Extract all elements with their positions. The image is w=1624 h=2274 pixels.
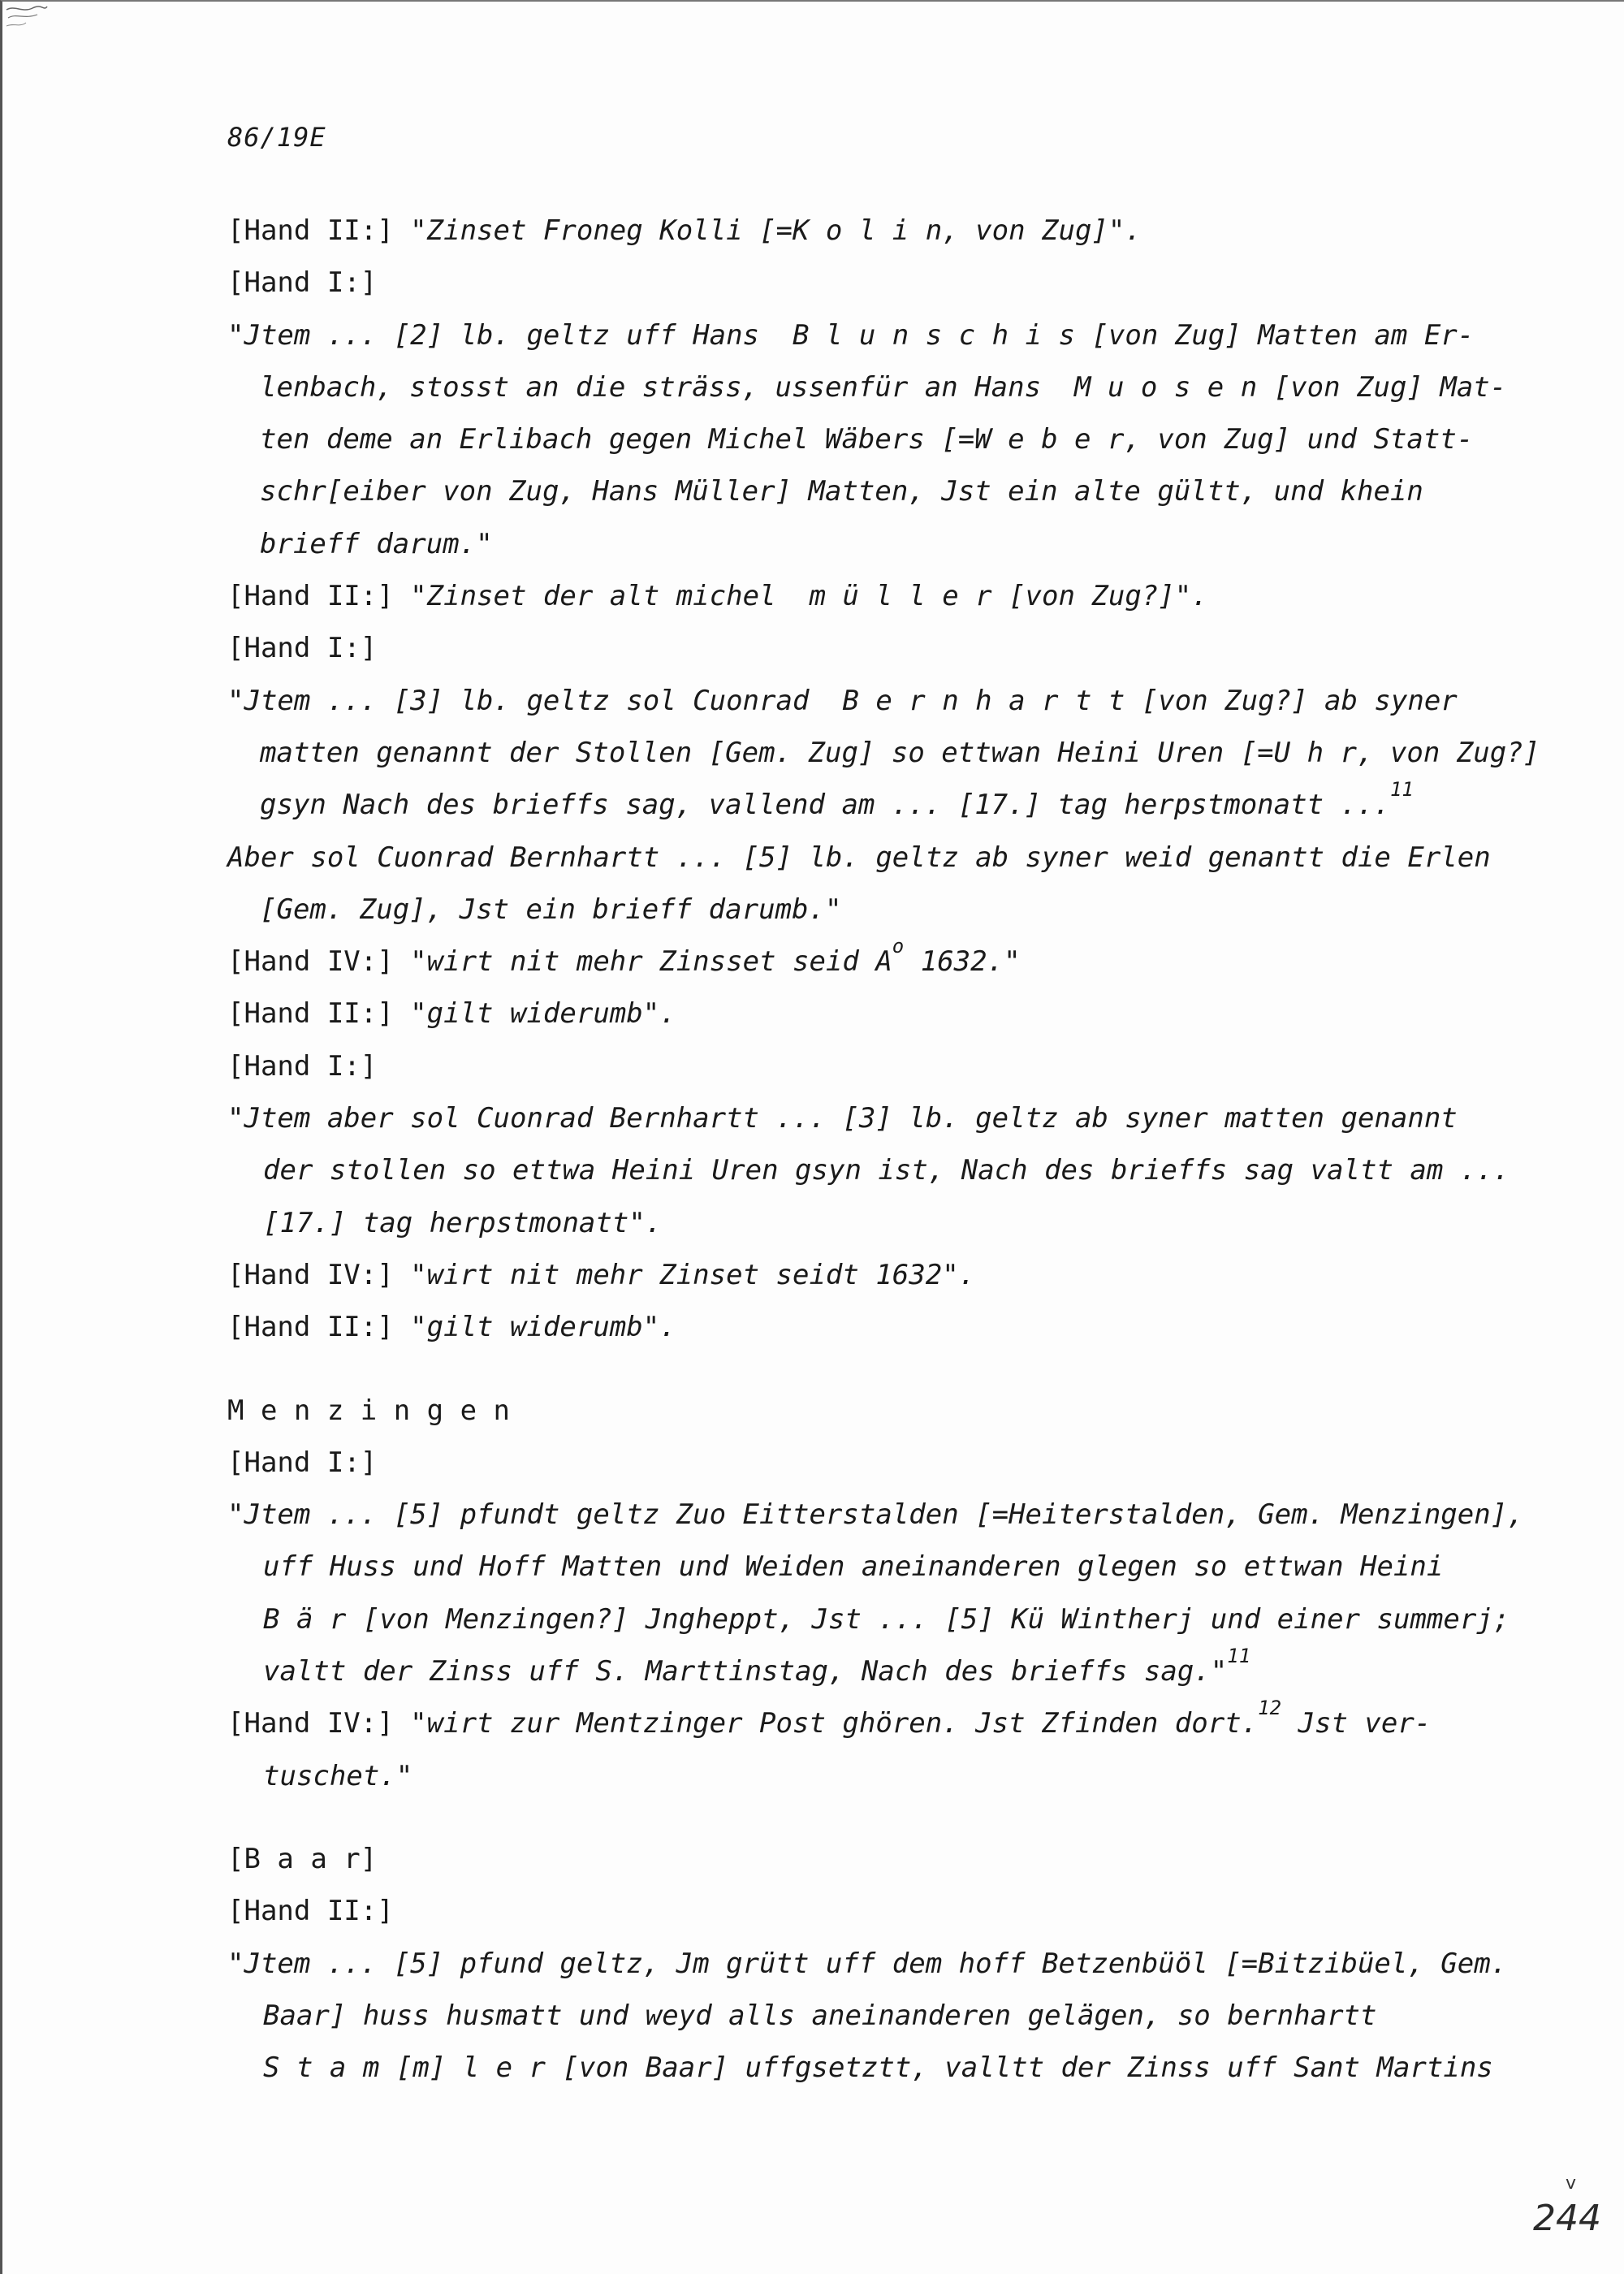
corner-scribble-mark bbox=[5, 3, 49, 32]
section-heading-baar: [B a a r] bbox=[227, 1842, 378, 1875]
transcription-line bbox=[227, 1489, 1543, 1541]
transcription-line bbox=[227, 1437, 1543, 1489]
transcription-line bbox=[227, 2042, 1543, 2094]
menzingen-entries-block bbox=[227, 1437, 1543, 1802]
hand-label: [Hand I:] bbox=[227, 632, 378, 665]
entries-block bbox=[227, 205, 1543, 1354]
transcription-line bbox=[227, 727, 1543, 779]
quoted-text: "wirt nit mehr Zinsset seid A bbox=[410, 945, 892, 979]
transcription-line bbox=[227, 1197, 1543, 1249]
quoted-text-continued: 1632." bbox=[904, 945, 1021, 979]
quoted-text: "Jtem ... [2] lb. geltz uff Hans B l u n s c h i s [von Zug] Matten am Er- bbox=[227, 318, 1475, 352]
transcription-line bbox=[227, 1938, 1543, 1990]
quoted-text: [17.] tag herpstmonatt". bbox=[263, 1206, 663, 1239]
transcription-line bbox=[227, 205, 1543, 257]
quoted-text: "Jtem ... [3] lb. geltz sol Cuonrad B e r n h a r t t [von Zug?] ab syner bbox=[227, 684, 1458, 717]
hand-label: [Hand IV:] bbox=[227, 1258, 411, 1291]
quoted-text: uff Huss und Hoff Matten und Weiden aneinanderen glegen so ettwan Heini bbox=[263, 1550, 1444, 1584]
quoted-text: B ä r [von Menzingen?] Jngheppt, Jst ... [5] Kü Wintherj und einer summerj; bbox=[263, 1602, 1510, 1636]
quoted-text: tuschet." bbox=[263, 1759, 413, 1792]
transcription-line bbox=[227, 1144, 1543, 1196]
transcription-line bbox=[227, 413, 1543, 465]
quoted-text: "gilt widerumb". bbox=[410, 997, 676, 1031]
quoted-text: "Jtem ... [5] pfundt geltz Zuo Eitterstalden [=Heiterstalden, Gem. Menzingen], bbox=[227, 1498, 1524, 1532]
hand-label: [Hand I:] bbox=[227, 266, 378, 300]
transcription-line bbox=[227, 936, 1543, 988]
baar-entries-block bbox=[227, 1885, 1543, 2094]
transcription-line bbox=[227, 1645, 1543, 1697]
transcription-line bbox=[227, 1040, 1543, 1092]
quoted-text: "Zinset Froneg Kolli [=K o l i n, von Zug]". bbox=[410, 214, 1142, 247]
transcription-line bbox=[227, 622, 1543, 674]
quoted-text: lenbach, stosst an die sträss, ussenfür an Hans M u o s e n [von Zug] Mat- bbox=[260, 370, 1507, 404]
hand-label: [Hand II:] bbox=[227, 214, 411, 247]
transcription-line bbox=[227, 884, 1543, 936]
quoted-text: "Jtem ... [5] pfund geltz, Jm grütt uff dem hoff Betzenbüöl [=Bitzibüel, Gem. bbox=[227, 1947, 1508, 1980]
hand-label: [Hand II:] bbox=[227, 997, 411, 1031]
hand-label: [Hand IV:] bbox=[227, 1707, 411, 1740]
transcription-line bbox=[227, 779, 1543, 831]
transcription-line bbox=[227, 988, 1543, 1040]
quoted-text: Baar] huss husmatt und weyd alls aneinanderen gelägen, so bernhartt bbox=[263, 1999, 1377, 2032]
transcription-line bbox=[227, 1990, 1543, 2042]
transcription-line bbox=[227, 1249, 1543, 1301]
quoted-text: valtt der Zinss uff S. Marttinstag, Nach des brieffs sag." bbox=[263, 1655, 1228, 1688]
transcription-line bbox=[227, 570, 1543, 622]
hand-label: [Hand IV:] bbox=[227, 945, 411, 979]
hand-label: [Hand I:] bbox=[227, 1049, 378, 1083]
hand-label: [Hand II:] bbox=[227, 1895, 394, 1928]
transcription-line bbox=[227, 309, 1543, 361]
quoted-text: der stollen so ettwa Heini Uren gsyn ist, Nach des brieffs sag valtt am ... bbox=[263, 1154, 1510, 1187]
hand-label: [Hand I:] bbox=[227, 1446, 378, 1479]
transcription-line bbox=[227, 1750, 1543, 1802]
transcription-line bbox=[227, 675, 1543, 727]
footnote-marker: 11 bbox=[1227, 1645, 1251, 1668]
section-heading-menzingen: M e n z i n g e n bbox=[227, 1394, 510, 1427]
document-body bbox=[227, 205, 1543, 2094]
transcription-line bbox=[227, 1697, 1543, 1749]
transcription-line bbox=[227, 1541, 1543, 1593]
transcription-line bbox=[227, 518, 1543, 570]
quoted-text: "Zinset der alt michel m ü l l e r [von Zug?]". bbox=[410, 580, 1208, 613]
quoted-text: Aber sol Cuonrad Bernhartt ... [5] lb. geltz ab syner weid genantt die Erlen bbox=[227, 841, 1491, 874]
transcription-line bbox=[227, 1092, 1543, 1144]
transcription-line bbox=[227, 257, 1543, 309]
hand-label: [Hand II:] bbox=[227, 1311, 411, 1344]
footnote-marker: o bbox=[892, 935, 905, 958]
quoted-text: brieff darum." bbox=[260, 527, 493, 560]
quoted-text: matten genannt der Stollen [Gem. Zug] so ettwan Heini Uren [=U h r, von Zug?] bbox=[260, 736, 1540, 769]
document-reference-number: 86/19E bbox=[227, 122, 326, 153]
quoted-text-continued: Jst ver- bbox=[1281, 1707, 1432, 1740]
quoted-text: S t a m [m] l e r [von Baar] uffgsetztt, valltt der Zinss uff Sant Martins bbox=[263, 2051, 1493, 2085]
check-mark: v bbox=[1566, 2173, 1577, 2194]
transcription-line bbox=[227, 465, 1543, 517]
quoted-text: "gilt widerumb". bbox=[410, 1311, 676, 1344]
quoted-text: "wirt zur Mentzinger Post ghören. Jst Zfinden dort. bbox=[410, 1707, 1259, 1740]
quoted-text: "Jtem aber sol Cuonrad Bernhartt ... [3] lb. geltz ab syner matten genannt bbox=[227, 1102, 1458, 1135]
footnote-marker: 11 bbox=[1389, 778, 1414, 802]
quoted-text: "wirt nit mehr Zinset seidt 1632". bbox=[410, 1258, 976, 1291]
quoted-text: [Gem. Zug], Jst ein brieff darumb." bbox=[260, 893, 842, 926]
hand-label: [Hand II:] bbox=[227, 580, 411, 613]
transcription-line bbox=[227, 1593, 1543, 1645]
quoted-text: schr[eiber von Zug, Hans Müller] Matten, Jst ein alte gültt, und khein bbox=[260, 475, 1423, 508]
transcription-line bbox=[227, 832, 1543, 884]
footnote-marker: 12 bbox=[1258, 1697, 1282, 1720]
quoted-text: gsyn Nach des brieffs sag, vallend am ... [17.] tag herpstmonatt ... bbox=[260, 789, 1390, 822]
transcription-line bbox=[227, 1885, 1543, 1937]
page-number: 244 bbox=[1533, 2198, 1601, 2239]
quoted-text: ten deme an Erlibach gegen Michel Wäbers [=W e b e r, von Zug] und Statt- bbox=[260, 423, 1474, 456]
transcription-line bbox=[227, 1301, 1543, 1353]
transcription-line bbox=[227, 361, 1543, 413]
